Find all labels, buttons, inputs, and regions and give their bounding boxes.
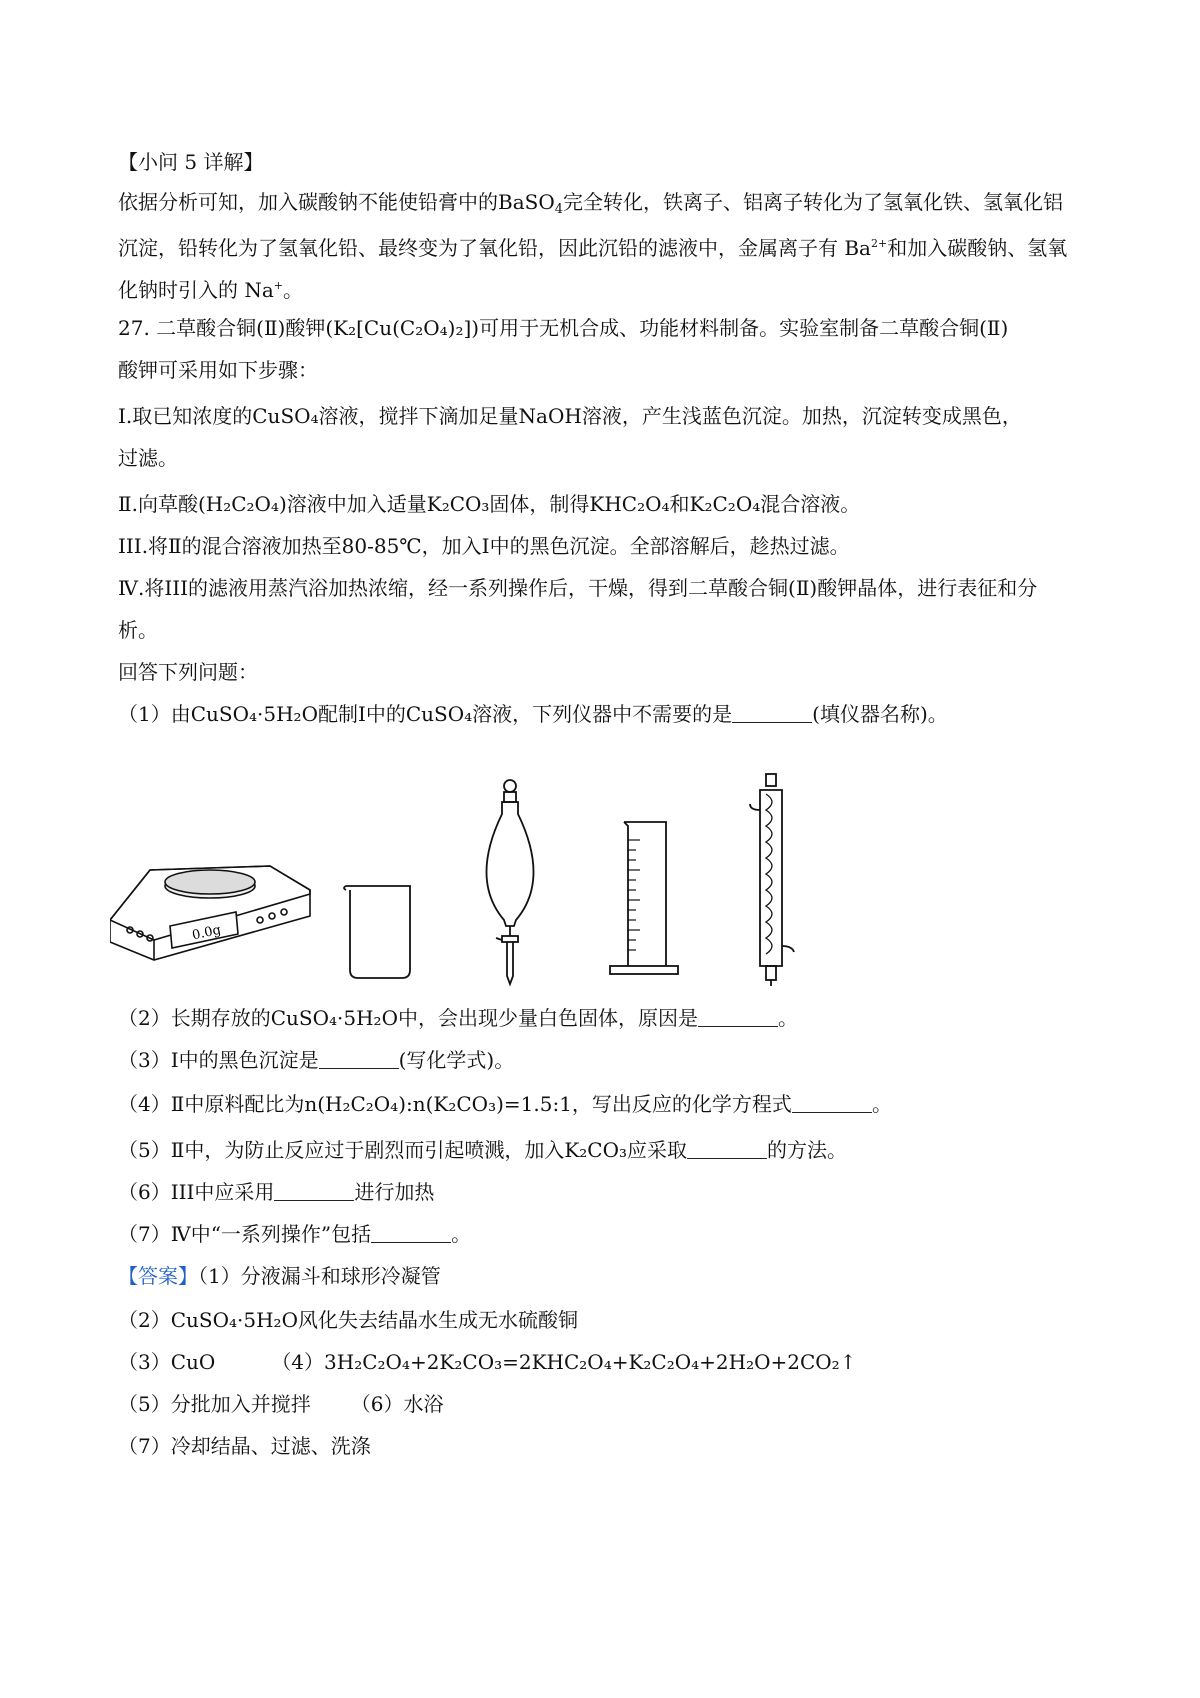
answer-7: （7）冷却结晶、过滤、洗涤 bbox=[118, 1434, 371, 1458]
analysis-text: 化钠时引入的 Na bbox=[118, 278, 274, 302]
answer-blank bbox=[698, 1008, 778, 1027]
step-2: Ⅱ.向草酸(H₂C₂O₄)溶液中加入适量K₂CO₃固体，制得KHC₂O₄和K₂C₂O₄混合溶液。 bbox=[118, 492, 861, 516]
analysis-line-1 bbox=[118, 188, 1063, 224]
analysis-line-2 bbox=[118, 230, 1067, 262]
answer-blank bbox=[274, 1182, 354, 1201]
answer-blank bbox=[371, 1224, 451, 1243]
step-4-b: 析。 bbox=[118, 618, 158, 642]
question-text: （6）III中应采用 bbox=[118, 1180, 275, 1204]
question-text: (填仪器名称)。 bbox=[812, 702, 948, 726]
analysis-text: 沉淀，铅转化为了氢氧化铅、最终变为了氧化铅，因此沉铅的滤液中，金属离子有 Ba bbox=[118, 236, 871, 260]
step-1-b: 过滤。 bbox=[118, 446, 178, 470]
answer-2: （2）CuSO₄·5H₂O风化失去结晶水生成无水硫酸铜 bbox=[118, 1308, 578, 1332]
question-text: (写化学式)。 bbox=[398, 1048, 515, 1072]
question-intro-1: 27. 二草酸合铜(Ⅱ)酸钾(K₂[Cu(C₂O₄)₂])可用于无机合成、功能材料制备。实验室制备二草酸合铜(Ⅱ) bbox=[118, 316, 1009, 340]
electronic-balance-icon bbox=[110, 866, 310, 960]
question-text: （2）长期存放的CuSO₄·5H₂O中，会出现少量白色固体，原因是 bbox=[118, 1006, 698, 1030]
answer-blank bbox=[687, 1140, 767, 1159]
apparatus-drawing bbox=[110, 770, 1070, 990]
answer-text: （3）CuO bbox=[118, 1350, 216, 1374]
analysis-line-3 bbox=[118, 272, 303, 304]
question-1 bbox=[118, 700, 948, 728]
question-text: 的方法。 bbox=[767, 1138, 847, 1162]
question-text: 。 bbox=[871, 1092, 892, 1116]
question-text: （7）Ⅳ中“一系列操作”包括 bbox=[118, 1222, 372, 1246]
question-text: （5）Ⅱ中，为防止反应过于剧烈而引起喷溅，加入K₂CO₃应采取 bbox=[118, 1138, 687, 1162]
question-7 bbox=[118, 1220, 471, 1248]
section-header: 【小问 5 详解】 bbox=[118, 150, 264, 174]
step-1-a: Ⅰ.取已知浓度的CuSO₄溶液，搅拌下滴加足量NaOH溶液，产生浅蓝色沉淀。加热，沉淀转变成黑色， bbox=[118, 404, 1022, 428]
question-4 bbox=[118, 1090, 892, 1118]
question-text: 。 bbox=[451, 1222, 472, 1246]
answer-3-4 bbox=[118, 1348, 856, 1376]
step-4-a: Ⅳ.将III的滤液用蒸汽浴加热浓缩，经一系列操作后，干燥，得到二草酸合铜(Ⅱ)酸钾晶体，进行表征和分 bbox=[118, 576, 1038, 600]
step-3: III.将Ⅱ的混合溶液加热至80-85℃，加入Ⅰ中的黑色沉淀。全部溶解后，趁热过滤。 bbox=[118, 534, 850, 558]
question-text: 进行加热 bbox=[354, 1180, 435, 1204]
subscript: 4 bbox=[554, 202, 563, 217]
analysis-text: 完全转化，铁离子、铝离子转化为了氢氧化铁、氢氧化铝 bbox=[563, 190, 1063, 214]
answer-text: （1）分液漏斗和球形冷凝管 bbox=[198, 1264, 441, 1288]
answer-1 bbox=[118, 1262, 441, 1290]
answer-5-6 bbox=[118, 1390, 443, 1418]
superscript: + bbox=[273, 279, 283, 292]
answer-prompt: 回答下列问题： bbox=[118, 660, 258, 684]
question-text: （1）由CuSO₄·5H₂O配制Ⅰ中的CuSO₄溶液，下列仪器中不需要的是 bbox=[118, 702, 733, 726]
question-6 bbox=[118, 1178, 434, 1206]
answer-text: （4）3H₂C₂O₄+2K₂CO₃=2KHC₂O₄+K₂C₂O₄+2H₂O+2CO₂↑ bbox=[271, 1350, 857, 1374]
answer-text: （6）水浴 bbox=[350, 1392, 444, 1416]
analysis-text: 和加入碳酸钠、氢氧 bbox=[887, 236, 1068, 260]
analysis-text: 。 bbox=[283, 278, 303, 302]
question-text: （4）Ⅱ中原料配比为n(H₂C₂O₄):n(K₂CO₃)=1.5:1，写出反应的化学方程式 bbox=[118, 1092, 792, 1116]
answer-blank bbox=[792, 1094, 872, 1113]
answer-tag: 【答案】 bbox=[118, 1264, 198, 1288]
answer-blank bbox=[732, 704, 812, 723]
graduated-cylinder-icon bbox=[610, 822, 678, 974]
question-2 bbox=[118, 1004, 798, 1032]
question-text: （3）Ⅰ中的黑色沉淀是 bbox=[118, 1048, 319, 1072]
separatory-funnel-icon bbox=[486, 780, 533, 984]
beaker-icon bbox=[344, 886, 410, 978]
bulb-condenser-icon bbox=[750, 774, 794, 986]
analysis-text: 依据分析可知，加入碳酸钠不能使铅膏中的BaSO bbox=[118, 190, 555, 214]
superscript: 2+ bbox=[870, 237, 888, 250]
balance-display-text: 0.0g bbox=[190, 922, 223, 944]
question-intro-2: 酸钾可采用如下步骤： bbox=[118, 358, 318, 382]
question-5 bbox=[118, 1136, 847, 1164]
answer-text: （5）分批加入并搅拌 bbox=[118, 1392, 311, 1416]
question-text: 。 bbox=[777, 1006, 798, 1030]
apparatus-figure bbox=[110, 770, 1070, 990]
answer-blank bbox=[319, 1050, 399, 1069]
question-3 bbox=[118, 1046, 514, 1074]
